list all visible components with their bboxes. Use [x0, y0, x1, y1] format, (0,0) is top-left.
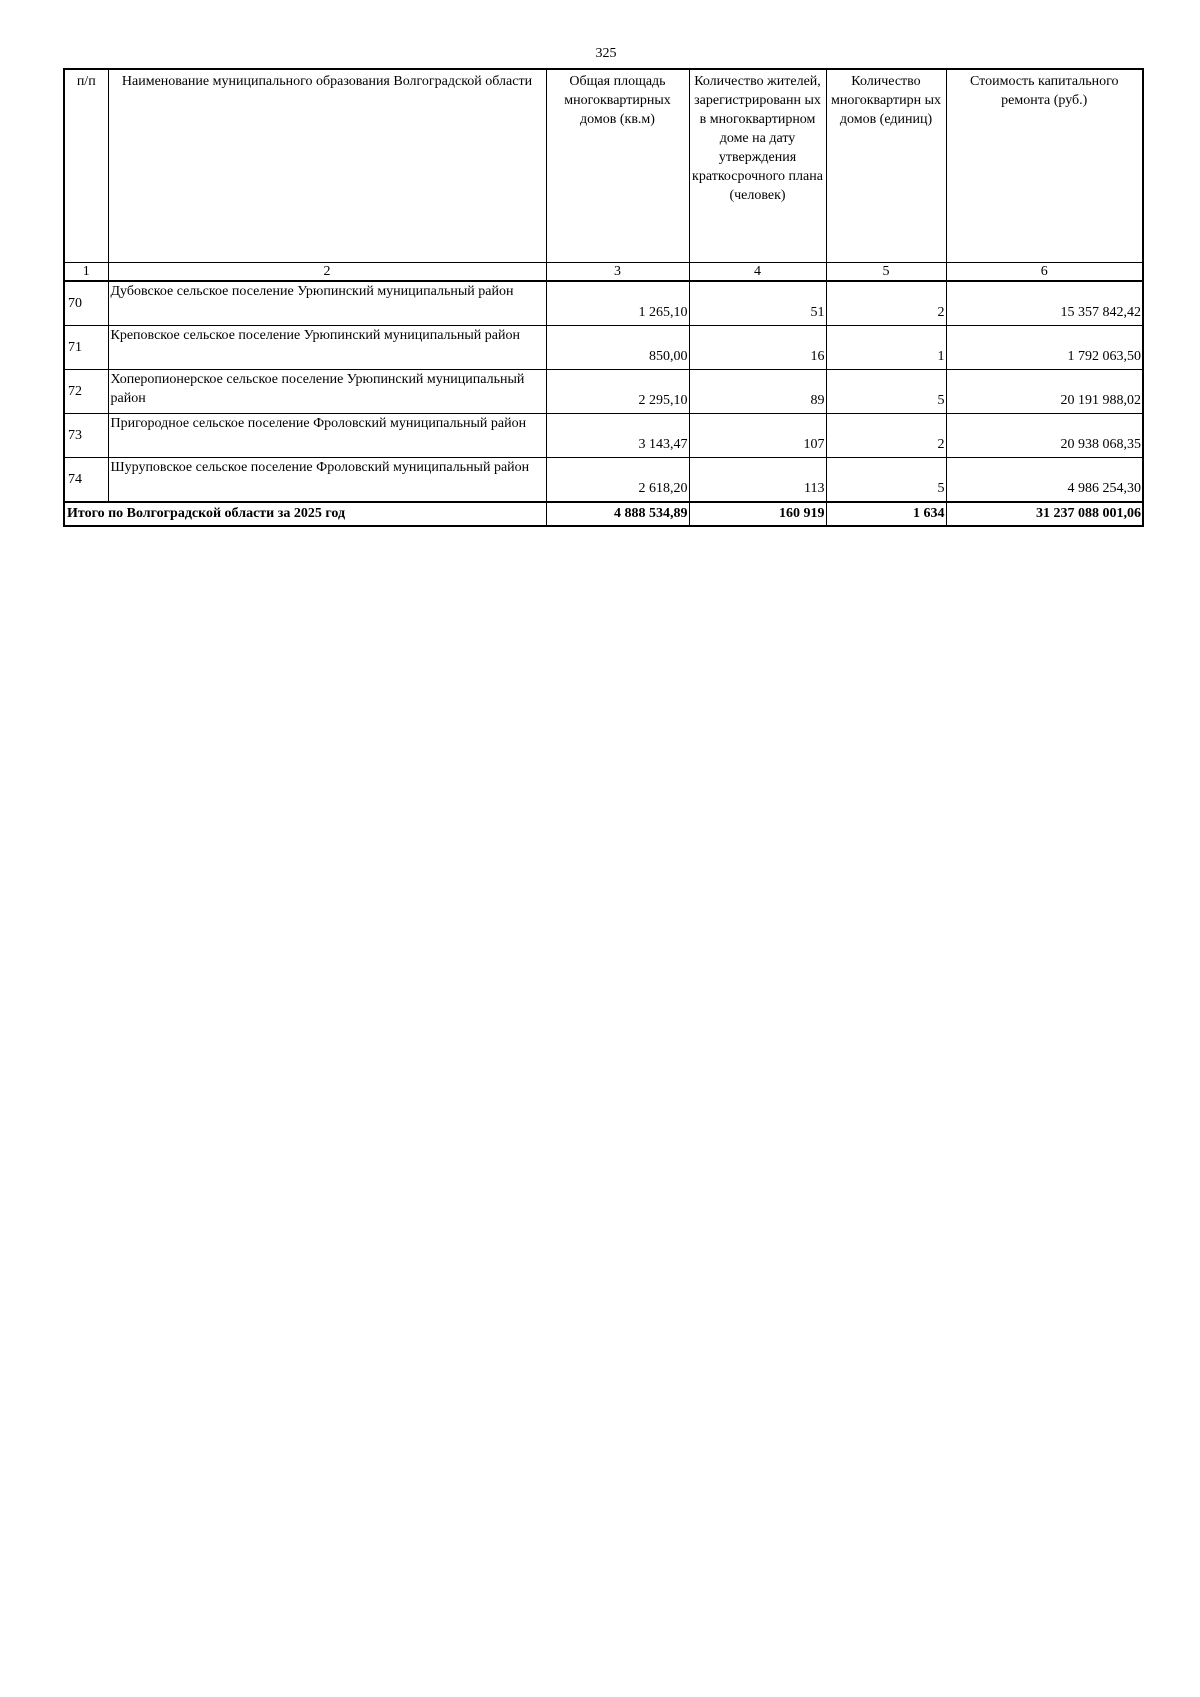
- houses-count: 5: [826, 458, 946, 503]
- residents-count: 107: [689, 414, 826, 458]
- total-residents: 160 919: [689, 502, 826, 526]
- table-row: [64, 326, 1143, 370]
- column-number: 6: [946, 263, 1143, 282]
- column-number: 4: [689, 263, 826, 282]
- municipality-name: Креповское сельское поселение Урюпинский муниципальный район: [108, 326, 546, 370]
- municipality-name: Дубовское сельское поселение Урюпинский муниципальный район: [108, 281, 546, 326]
- houses-count: 2: [826, 281, 946, 326]
- total-area: 2 295,10: [546, 370, 689, 414]
- table-row: [64, 370, 1143, 414]
- table-row: [64, 281, 1143, 326]
- municipality-name: Шуруповское сельское поселение Фроловский муниципальный район: [108, 458, 546, 503]
- column-number: 3: [546, 263, 689, 282]
- header-repair-cost: Стоимость капитального ремонта (руб.): [946, 69, 1143, 263]
- row-number: 74: [64, 458, 108, 503]
- row-number: 73: [64, 414, 108, 458]
- column-number: 1: [64, 263, 108, 282]
- table-row: [64, 414, 1143, 458]
- municipality-name: Хоперопионерское сельское поселение Урюпинский муниципальный район: [108, 370, 546, 414]
- column-number: 2: [108, 263, 546, 282]
- repair-cost: 20 938 068,35: [946, 414, 1143, 458]
- total-houses: 1 634: [826, 502, 946, 526]
- total-area: 3 143,47: [546, 414, 689, 458]
- header-row: [64, 69, 1143, 263]
- repair-cost: 15 357 842,42: [946, 281, 1143, 326]
- page-number: 325: [595, 46, 617, 61]
- total-area: 1 265,10: [546, 281, 689, 326]
- houses-count: 5: [826, 370, 946, 414]
- houses-count: 1: [826, 326, 946, 370]
- total-row: [64, 502, 1143, 526]
- row-number: 70: [64, 281, 108, 326]
- header-item-number: п/п: [64, 69, 108, 263]
- table-row: [64, 458, 1143, 503]
- repair-cost: 1 792 063,50: [946, 326, 1143, 370]
- header-municipality-name: Наименование муниципального образования Волгоградской области: [108, 69, 546, 263]
- total-repair-cost: 31 237 088 001,06: [946, 502, 1143, 526]
- residents-count: 89: [689, 370, 826, 414]
- row-number: 71: [64, 326, 108, 370]
- total-label: Итого по Волгоградской области за 2025 год: [64, 502, 546, 526]
- houses-count: 2: [826, 414, 946, 458]
- row-number: 72: [64, 370, 108, 414]
- repair-cost: 20 191 988,02: [946, 370, 1143, 414]
- total-area: 4 888 534,89: [546, 502, 689, 526]
- header-residents-count: Количество жителей, зарегистрированн ых в многоквартирном доме на дату утверждения краткосрочного плана (человек): [689, 69, 826, 263]
- municipality-name: Пригородное сельское поселение Фроловский муниципальный район: [108, 414, 546, 458]
- residents-count: 51: [689, 281, 826, 326]
- capital-repair-table: [63, 68, 1144, 527]
- total-area: 2 618,20: [546, 458, 689, 503]
- residents-count: 113: [689, 458, 826, 503]
- header-houses-count: Количество многоквартирн ых домов (единиц): [826, 69, 946, 263]
- column-number: 5: [826, 263, 946, 282]
- header-total-area: Общая площадь многоквартирных домов (кв.м): [546, 69, 689, 263]
- total-area: 850,00: [546, 326, 689, 370]
- column-number-row: [64, 263, 1143, 282]
- residents-count: 16: [689, 326, 826, 370]
- repair-cost: 4 986 254,30: [946, 458, 1143, 503]
